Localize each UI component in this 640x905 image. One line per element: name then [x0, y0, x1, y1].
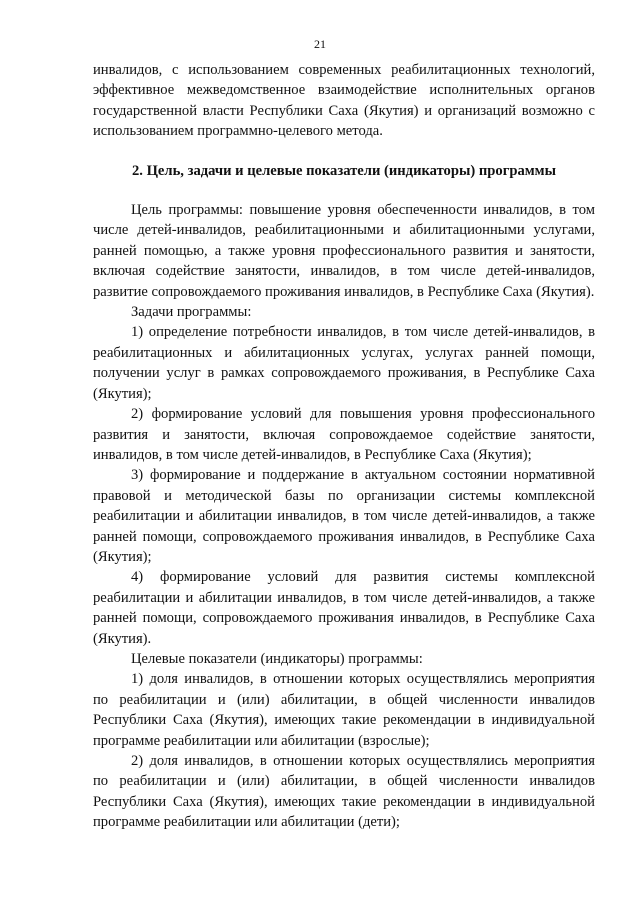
intro-paragraph: инвалидов, с использованием современных реабилитационных технологий, эффективное межведомственное взаимодействие исполнительных органов государственной власти Республики Саха (Якутия) и организаций возможно с использованием программно-целевого метода.	[93, 62, 595, 140]
task-item: 2) формирование условий для повышения уровня профессионального развития и занятости, включая сопровождаемое содействие занятости, инвалидов, в том числе детей-инвалидов, в Республике Саха (Якутия);	[93, 406, 595, 463]
indicator-item: 2) доля инвалидов, в отношении которых осуществлялись мероприятия по реабилитации и (или) абилитации, в общей численности инвалидов Республики Саха (Якутия), имеющих такие рекомендации в индивидуальной программе реабилитации или абилитации (дети);	[93, 753, 595, 831]
tasks-heading: Задачи программы:	[131, 304, 252, 321]
page-number: 21	[314, 37, 326, 51]
task-item: 1) определение потребности инвалидов, в том числе детей-инвалидов, в реабилитационных и абилитационных услугах, услугах ранней помощи, получении услуг в рамках сопровождаемого проживания, в Республике Саха (Якутия);	[93, 324, 595, 402]
task-item: 4) формирование условий для развития системы комплексной реабилитации и абилитации инвалидов, в том числе детей-инвалидов, а также ранней помощи, сопровождаемого проживания инвалидов, в Республике Саха (Якутия).	[93, 569, 595, 647]
section-heading: 2. Цель, задачи и целевые показатели (индикаторы) программы	[131, 162, 557, 179]
document-body	[93, 60, 595, 833]
goal-paragraph: Цель программы: повышение уровня обеспеченности инвалидов, в том числе детей-инвалидов, реабилитационными и абилитационными услугами, ранней помощью, а также уровня профессионального развития и занятости, включая содействие занятости, инвалидов, в том числе детей-инвалидов, развитие сопровождаемого проживания инвалидов, в Республике Саха (Якутия).	[93, 202, 595, 300]
indicator-item: 1) доля инвалидов, в отношении которых осуществлялись мероприятия по реабилитации и (или) абилитации, в общей численности инвалидов Республики Саха (Якутия), имеющих такие рекомендации в индивидуальной программе реабилитации или абилитации (взрослые);	[93, 671, 595, 749]
task-item: 3) формирование и поддержание в актуальном состоянии нормативной правовой и методической базы по организации системы комплексной реабилитации и абилитации инвалидов, в том числе детей-инвалидов, а также ранней помощи, сопровождаемого проживания инвалидов, в Республике Саха (Якутия);	[93, 467, 595, 565]
indicators-heading: Целевые показатели (индикаторы) программы:	[131, 650, 423, 667]
